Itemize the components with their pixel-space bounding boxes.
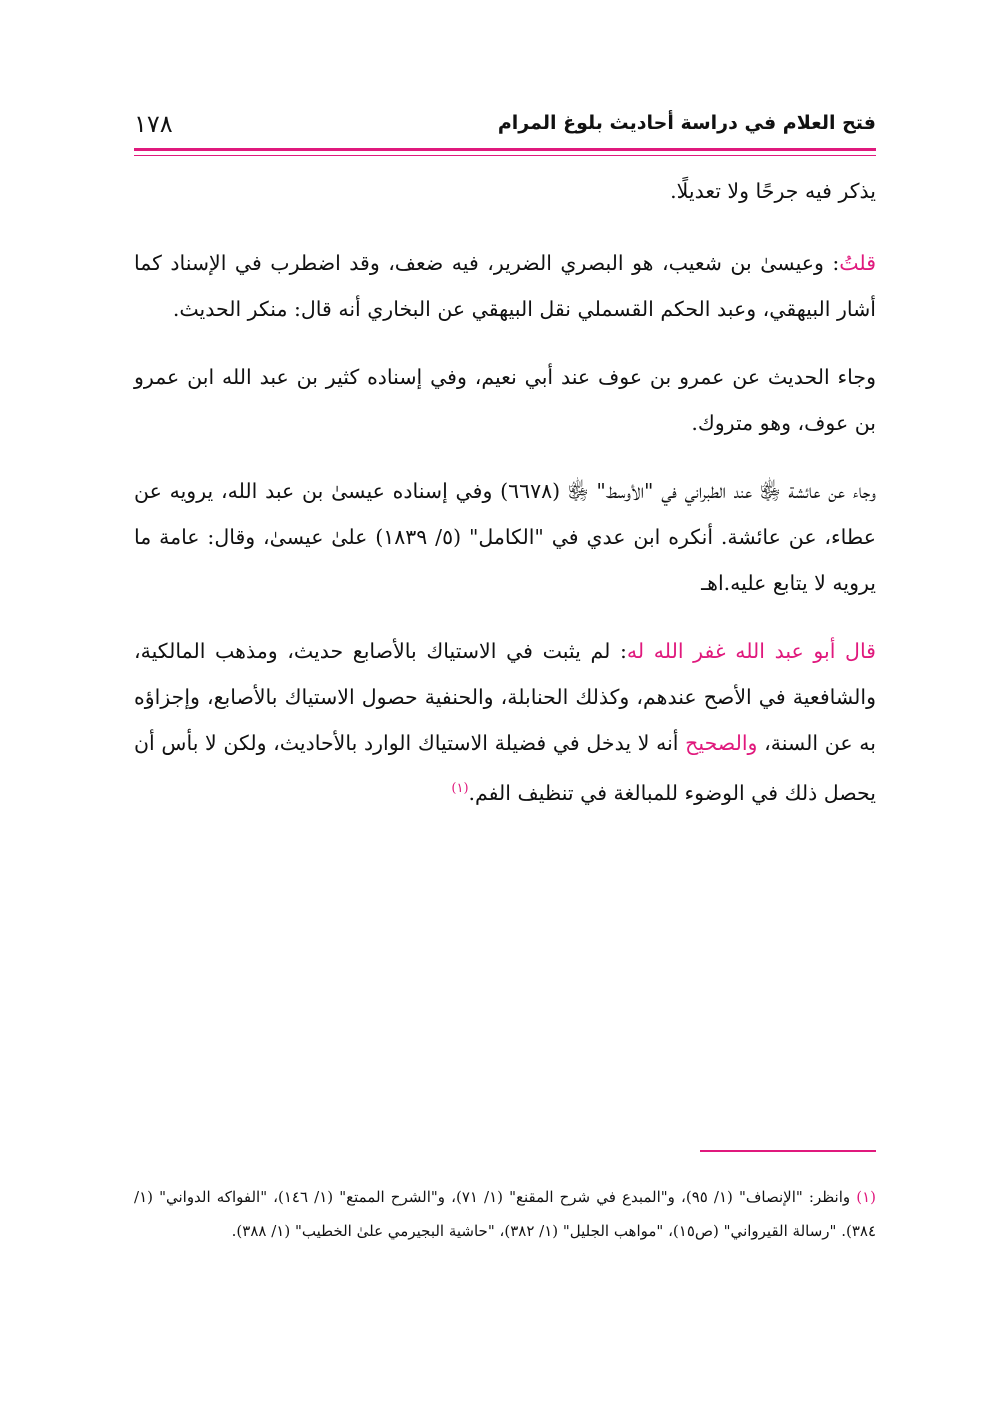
header-title: فتح العلام في دراسة أحاديث بلوغ المرام: [497, 112, 876, 134]
page-number: ١٧٨: [134, 110, 173, 138]
page-header: [134, 112, 876, 146]
paragraph-5-label: قال أبو عبد الله غفر الله له: [626, 639, 876, 663]
paragraph-3: وجاء الحديث عن عمرو بن عوف عند أبي نعيم، وفي إسناده كثير بن عبد الله ابن عمرو بن عوف، وهو متروك.: [134, 365, 876, 435]
footnote-reference[interactable]: (١): [451, 781, 469, 796]
paragraph-5-highlight: والصحيح: [685, 731, 758, 755]
paragraph-5-text-after: أنه لا يدخل في فضيلة الاستياك الوارد بالأحاديث، ولكن لا بأس أن يحصل ذلك في الوضوء للمبالغة في تنظيف الفم.: [134, 731, 876, 805]
header-rule-thick: [134, 148, 876, 151]
footnote-number: (١): [856, 1188, 876, 1206]
paragraph-2: [134, 240, 876, 332]
footnote-text: وانظر: "الإنصاف" (١/ ٩٥)، و"المبدع في شرح المقنع" (١/ ٧١)، و"الشرح الممتع" (١/ ١٤٦)، "الفواكه الدواني" (١/ ٣٨٤). "رسالة القيرواني" (ص١٥)، "مواهب الجليل" (١/ ٣٨٢)، "حاشية البجيرمي علىٰ الخطيب" (١/ ٣٨٨).: [134, 1188, 876, 1240]
footnote: [134, 1180, 876, 1248]
paragraph-5-text-before: : لم يثبت في الاستياك بالأصابع حديث، ومذهب المالكية، والشافعية في الأصح عندهم، وكذلك الحنابلة، والحنفية حصول الاستياك بالأصابع، وإجزاؤه به عن السنة،: [134, 639, 876, 755]
paragraph-2-label: قلتُ: [839, 251, 876, 275]
paragraph-2-text: : وعيسىٰ بن شعيب، هو البصري الضرير، فيه ضعف، وقد اضطرب في الإسناد كما أشار البيهقي، وعبد الحكم القسملي نقل البيهقي عن البخاري أنه قال: منكر الحديث.: [134, 251, 876, 321]
footnote-separator: [700, 1150, 876, 1152]
header-rule-thin: [134, 155, 876, 156]
paragraph-1: يذكر فيه جرحًا ولا تعديلًا.: [670, 179, 876, 203]
body-text: [134, 168, 876, 829]
paragraph-5: [134, 628, 876, 816]
paragraph-4: وجاء عن عائشة ﵂ عند الطبراني في "الأوسط" ﵂ (٦٦٧٨) وفي إسناده عيسىٰ بن عبد الله، يرويه عن عطاء، عن عائشة. أنكره ابن عدي في "الكامل" (٥/ ١٨٣٩) علىٰ عيسىٰ، وقال: عامة ما يرويه لا يتابع عليه.اهـ: [134, 479, 877, 595]
